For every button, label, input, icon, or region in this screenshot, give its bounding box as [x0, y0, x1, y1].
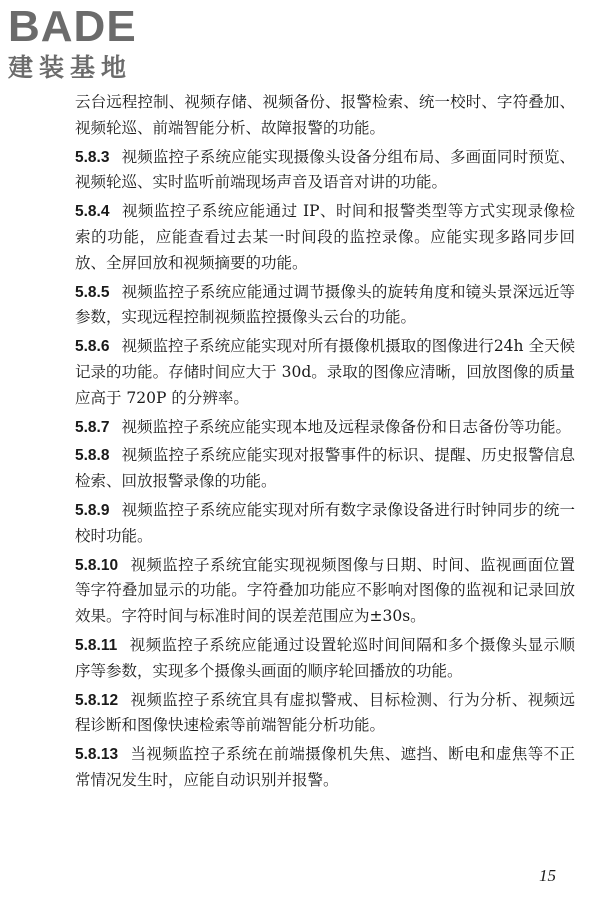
clause-5-8-11 — [75, 633, 575, 685]
clause-text: 视频监控子系统应能通过调节摄像头的旋转角度和镜头景深远近等参数，实现远程控制视频监控摄像头云台的功能。 — [75, 282, 575, 327]
clause-5-8-10 — [75, 553, 575, 630]
clause-number: 5.8.5 — [75, 283, 110, 301]
clause-text: 视频监控子系统应能实现对报警事件的标识、提醒、历史报警信息检索、回放报警录像的功能。 — [75, 446, 575, 491]
clause-number: 5.8.8 — [75, 447, 110, 465]
clause-5-8-9 — [75, 498, 575, 550]
clause-text: 视频监控子系统宜具有虚拟警戒、目标检测、行为分析、视频远程诊断和图像快速检索等前端智能分析功能。 — [75, 690, 575, 735]
clause-text: 当视频监控子系统在前端摄像机失焦、遮挡、断电和虚焦等不正常情况发生时，应能自动识别并报警。 — [75, 745, 575, 789]
clause-number: 5.8.13 — [75, 746, 119, 764]
logo-mark: BADE — [8, 2, 137, 51]
clause-5-8-5 — [75, 280, 575, 332]
clause-text: 视频监控子系统应能通过 IP、时间和报警类型等方式实现录像检索的功能，应能查看过去某一时间段的监控录像。应能实现多路同步回放、全屏回放和视频摘要的功能。 — [75, 202, 575, 272]
logo-subtitle: 建装基地 — [8, 53, 133, 82]
document-body — [75, 90, 575, 794]
clause-5-8-8 — [75, 443, 575, 495]
lead-paragraph: 云台远程控制、视频存储、视频备份、报警检索、统一校时、字符叠加、视频轮巡、前端智能分析、故障报警的功能。 — [75, 93, 575, 137]
clause-text: 视频监控子系统宜能实现视频图像与日期、时间、监视画面位置等字符叠加显示的功能。字符叠加功能应不影响对图像的监视和记录回放效果。字符时间与标准时间的误差范围应为±30s。 — [75, 555, 575, 626]
clause-number: 5.8.10 — [75, 556, 119, 574]
clause-5-8-12 — [75, 688, 575, 740]
clause-number: 5.8.11 — [75, 636, 118, 654]
clause-5-8-7 — [75, 415, 575, 441]
clause-number: 5.8.3 — [75, 148, 110, 166]
clause-text: 视频监控子系统应能实现本地及远程录像备份和日志备份等功能。 — [121, 417, 571, 436]
clause-number: 5.8.6 — [75, 338, 110, 356]
watermark-logo — [8, 4, 178, 90]
clause-text: 视频监控子系统应能实现摄像头设备分组布局、多画面同时预览、视频轮巡、实时监听前端现场声音及语音对讲的功能。 — [75, 147, 575, 192]
clause-number: 5.8.7 — [75, 418, 110, 436]
clause-number: 5.8.9 — [75, 501, 110, 519]
clause-5-8-4 — [75, 199, 575, 276]
clause-5-8-6 — [75, 334, 575, 411]
clause-text: 视频监控子系统应能实现对所有摄像机摄取的图像进行24h 全天候记录的功能。存储时间应大于 30d。录取的图像应清晰，回放图像的质量应高于 720P 的分辨率。 — [75, 337, 575, 407]
clause-text: 视频监控子系统应能实现对所有数字录像设备进行时钟同步的统一校时功能。 — [75, 500, 575, 545]
clause-number: 5.8.4 — [75, 203, 110, 221]
clause-5-8-3 — [75, 145, 575, 197]
clause-number: 5.8.12 — [75, 691, 119, 709]
clause-5-8-13 — [75, 742, 575, 794]
clause-text: 视频监控子系统应能通过设置轮巡时间间隔和多个摄像头显示顺序等参数，实现多个摄像头画面的顺序轮回播放的功能。 — [75, 635, 575, 680]
page-number: 15 — [539, 866, 556, 885]
